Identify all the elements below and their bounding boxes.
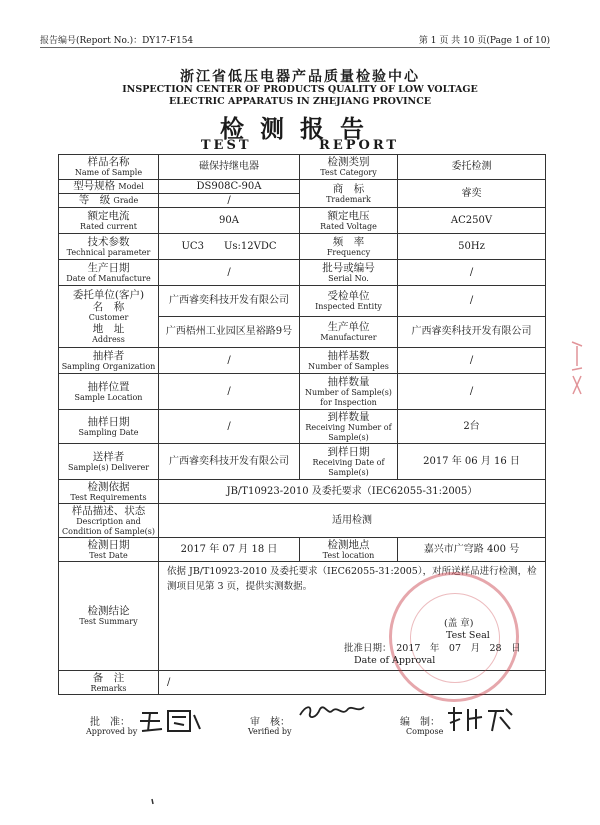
side-stamp-mark (567, 340, 585, 398)
row-sampling-org (59, 348, 546, 374)
approval-date-cn: 批准日期： 2017 年 07 月 28 日 (344, 642, 521, 654)
report-title-cn: 检测报告 (220, 114, 380, 143)
label-trademark: 商 标 Trademark (300, 180, 398, 208)
value-receiving-date: 2017 年 06 月 16 日 (398, 444, 546, 480)
header-divider (40, 47, 550, 48)
stray-mark (150, 798, 156, 809)
approved-label-en: Approved by (86, 727, 138, 736)
label-receiving-number: 到样数量 Receiving Number of Sample(s) (300, 410, 398, 444)
label-test-date: 检测日期 Test Date (59, 538, 159, 562)
row-date-of-manufacture (59, 260, 546, 286)
compose-label: 编 制： (400, 717, 440, 728)
label-test-summary: 检测结论 Test Summary (59, 562, 159, 671)
label-date-of-manufacture: 生产日期 Date of Manufacture (59, 260, 159, 286)
approval-date-en: Date of Approval (354, 655, 436, 667)
row-customer (59, 286, 546, 317)
approved-by (86, 713, 138, 736)
row-deliverer (59, 444, 546, 480)
value-technical-parameter: UC3 Us:12VDC (159, 234, 300, 260)
row-test-date (59, 538, 546, 562)
value-address: 广西梧州工业园区星裕路9号 (159, 317, 300, 348)
label-sampling-date: 抽样日期 Sampling Date (59, 410, 159, 444)
value-test-location: 嘉兴市广穹路 400 号 (398, 538, 546, 562)
value-manufacturer: 广西睿奕科技开发有限公司 (398, 317, 546, 348)
ink-dot (150, 798, 156, 806)
label-remarks: 备 注 Remarks (59, 671, 159, 695)
verified-signature (298, 701, 366, 725)
compose (400, 713, 444, 736)
org-name-en-line2: ELECTRIC APPARATUS IN ZHEJIANG PROVINCE (168, 96, 432, 107)
seal-en: Test Seal (446, 630, 490, 642)
row-sample-location (59, 374, 546, 410)
label-description: 样品描述、状态 Description and Condition of Sample(s) (59, 504, 159, 538)
value-samples-for-inspection: / (398, 374, 546, 410)
row-test-requirements (59, 480, 546, 504)
value-test-summary (159, 562, 546, 671)
seal-cn: (盖 章) (444, 618, 474, 629)
compose-label-en: Compose (406, 727, 444, 736)
label-test-category: 检测类别 Test Category (300, 155, 398, 180)
label-test-location: 检测地点 Test location (300, 538, 398, 562)
value-sample-location: / (159, 374, 300, 410)
test-summary-text: 依据 JB/T10923-2010 及委托要求（IEC62055-31:2005），对所送样品进行检测，检测项目见第 3 页，提供实测数据。 (167, 566, 537, 593)
value-rated-voltage: AC250V (398, 208, 546, 234)
row-technical-parameter (59, 234, 546, 260)
compose-signature (446, 705, 516, 733)
label-receiving-date: 到样日期 Receiving Date of Sample(s) (300, 444, 398, 480)
row-sampling-date (59, 410, 546, 444)
side-stamp-glyph (569, 340, 585, 396)
value-serial-no: / (398, 260, 546, 286)
row-sample-name (59, 155, 546, 180)
value-sampling-org: / (159, 348, 300, 374)
value-sampling-date: / (159, 410, 300, 444)
verified-by (248, 713, 292, 736)
value-deliverer: 广西睿奕科技开发有限公司 (159, 444, 300, 480)
label-manufacturer: 生产单位 Manufacturer (300, 317, 398, 348)
value-date-of-manufacture: / (159, 260, 300, 286)
value-remarks: / (159, 671, 546, 695)
value-trademark: 睿奕 (398, 180, 546, 208)
page-info: 第 1 页 共 10 页(Page 1 of 10) (418, 36, 550, 46)
value-description: 适用检测 (159, 504, 546, 538)
value-model: DS908C-90A (159, 180, 300, 194)
row-test-summary (59, 562, 546, 671)
label-test-requirements: 检测依据 Test Requirements (59, 480, 159, 504)
label-number-of-samples: 抽样基数 Number of Samples (300, 348, 398, 374)
label-technical-parameter: 技术参数 Technical parameter (59, 234, 159, 260)
value-customer: 广西睿奕科技开发有限公司 (159, 286, 300, 317)
seal-block (344, 618, 521, 667)
value-test-date: 2017 年 07 月 18 日 (159, 538, 300, 562)
label-sampling-org: 抽样者 Sampling Organization (59, 348, 159, 374)
verified-label: 审 核： (250, 717, 290, 728)
label-frequency: 频 率 Frequency (300, 234, 398, 260)
label-customer: 委托单位(客户) 名 称 Customer 地 址 Address (59, 286, 159, 348)
verified-label-en: Verified by (248, 727, 292, 736)
value-sample-name: 磁保持继电器 (159, 155, 300, 180)
approved-label: 批 准： (90, 717, 130, 728)
label-grade: 等 级 Grade (59, 194, 159, 208)
value-receiving-number: 2台 (398, 410, 546, 444)
label-rated-current: 额定电流 Rated current (59, 208, 159, 234)
label-samples-for-inspection: 抽样数量 Number of Sample(s) for Inspection (300, 374, 398, 410)
value-test-requirements: JB/T10923-2010 及委托要求（IEC62055-31:2005） (159, 480, 546, 504)
value-grade: / (159, 194, 300, 208)
report-title-en: TEST REPORT (200, 138, 400, 153)
label-serial-no: 批号或编号 Serial No. (300, 260, 398, 286)
label-sample-location: 抽样位置 Sample Location (59, 374, 159, 410)
org-name-en-line1: INSPECTION CENTER OF PRODUCTS QUALITY OF LOW VOLTAGE (122, 84, 478, 95)
row-model (59, 180, 546, 194)
label-sample-name: 样品名称 Name of Sample (59, 155, 159, 180)
org-name-cn: 浙江省低压电器产品质量检验中心 (180, 69, 420, 85)
value-test-category: 委托检测 (398, 155, 546, 180)
label-model: 型号规格 Model (59, 180, 159, 194)
report-table (58, 154, 546, 695)
row-description (59, 504, 546, 538)
value-rated-current: 90A (159, 208, 300, 234)
approved-signature (138, 707, 204, 735)
report-number: 报告编号(Report No.)：DY17-F154 (40, 36, 194, 46)
value-inspected-entity: / (398, 286, 546, 317)
label-deliverer: 送样者 Sample(s) Deliverer (59, 444, 159, 480)
label-inspected-entity: 受检单位 Inspected Entity (300, 286, 398, 317)
value-number-of-samples: / (398, 348, 546, 374)
value-frequency: 50Hz (398, 234, 546, 260)
row-rated-current (59, 208, 546, 234)
label-rated-voltage: 额定电压 Rated Voltage (300, 208, 398, 234)
